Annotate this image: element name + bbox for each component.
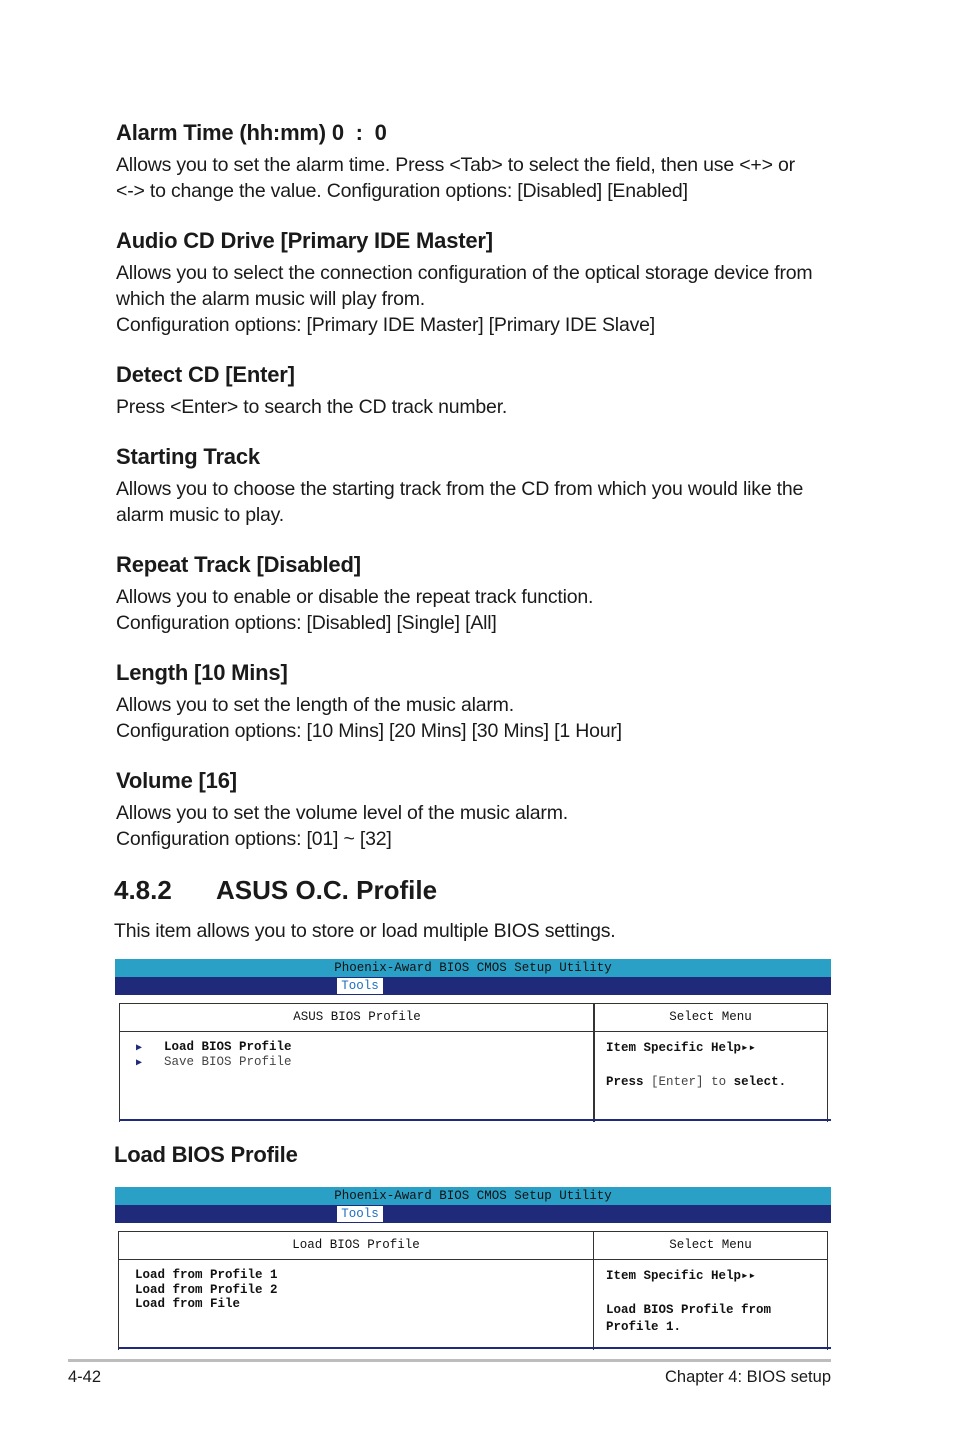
bios-item-save-profile[interactable]: ▶ Save BIOS Profile (136, 1055, 594, 1070)
double-chevron-icon: ▸▸ (741, 1041, 757, 1055)
section-body: Allows you to select the connection configuration of the optical storage device from which the alarm music will play from. Configuration options: [Primary IDE Master] [Primary IDE Slave] (116, 262, 813, 336)
help-instruction: Press [Enter] to select. (606, 1075, 787, 1089)
section-482-heading (114, 874, 437, 906)
section-482-intro: This item allows you to store or load multiple BIOS settings. (114, 920, 616, 942)
section-repeat-track (116, 552, 846, 636)
triangle-right-icon: ▶ (136, 1057, 143, 1069)
bios-menu-bar (115, 977, 831, 995)
triangle-right-icon: ▶ (136, 1043, 143, 1054)
bios-panel-title: Load BIOS Profile (119, 1232, 593, 1260)
bios-screen-asus-profile (115, 959, 831, 1123)
section-heading: Starting Track (116, 444, 260, 469)
double-chevron-icon: ▸▸ (741, 1269, 757, 1283)
section-body: Allows you to enable or disable the repeat track function. Configuration options: [Disabled] [Single] [All] (116, 586, 594, 634)
bios-bottom-border (119, 1347, 831, 1349)
bios-help-title: Select Menu (594, 1004, 827, 1032)
section-alarm-time (116, 120, 846, 204)
bios-help-panel (593, 1003, 828, 1122)
bios-utility-title: Phoenix-Award BIOS CMOS Setup Utility (334, 961, 612, 975)
bios-main-panel (119, 1003, 595, 1122)
section-number: 4.8.2 (114, 875, 172, 905)
footer-rule (68, 1359, 831, 1362)
section-detect-cd (116, 362, 846, 420)
section-heading: Audio CD Drive [Primary IDE Master] (116, 228, 493, 253)
bios-item-load-profile[interactable]: ▶ Load BIOS Profile (136, 1040, 594, 1055)
bios-help-panel (593, 1231, 828, 1350)
bios-help-text (594, 1032, 827, 1091)
section-audio-cd-drive (116, 228, 846, 338)
bios-tab-tools[interactable]: Tools (337, 978, 383, 994)
bios-bottom-border (119, 1119, 831, 1121)
section-heading: Detect CD [Enter] (116, 362, 295, 387)
section-heading: Repeat Track [Disabled] (116, 552, 361, 577)
section-body: Allows you to set the alarm time. Press <Tab> to select the field, then use <+> or <-> to change the value. Configuration options: [Disabled] [Enabled] (116, 154, 795, 202)
bios-title-bar (115, 1187, 831, 1205)
section-body: Press <Enter> to search the CD track number. (116, 396, 508, 418)
bios-utility-title: Phoenix-Award BIOS CMOS Setup Utility (334, 1189, 612, 1203)
section-title: ASUS O.C. Profile (216, 875, 438, 905)
section-heading: Alarm Time (hh:mm) 0 : 0 (116, 120, 387, 145)
bios-help-title: Select Menu (594, 1232, 827, 1260)
subheading-load-bios-profile: Load BIOS Profile (114, 1142, 298, 1167)
help-description-cont: Profile 1. (606, 1320, 682, 1334)
help-description: Load BIOS Profile from (606, 1303, 772, 1317)
section-heading: Volume [16] (116, 768, 237, 793)
section-starting-track (116, 444, 846, 528)
section-body: Allows you to set the volume level of the music alarm. Configuration options: [01] ~ [32] (116, 802, 568, 850)
section-heading: Length [10 Mins] (116, 660, 288, 685)
section-body: Allows you to choose the starting track from the CD from which you would like the alarm music to play. (116, 478, 804, 526)
bios-title-bar (115, 959, 831, 977)
bios-item-load-file[interactable]: Load from File (135, 1297, 241, 1311)
bios-help-text (594, 1260, 827, 1336)
help-heading: Item Specific Help▸▸ (606, 1269, 757, 1283)
bios-main-panel (118, 1231, 594, 1350)
bios-item-load-profile-1[interactable]: Load from Profile 1 (135, 1268, 278, 1282)
bios-tab-tools[interactable]: Tools (337, 1206, 383, 1222)
bios-item-load-profile-2[interactable]: Load from Profile 2 (135, 1282, 278, 1297)
bios-item-list (120, 1032, 594, 1069)
chapter-label: Chapter 4: BIOS setup (664, 1368, 831, 1386)
page-number: 4-42 (68, 1368, 102, 1386)
section-volume (116, 768, 846, 852)
bios-item-list (119, 1260, 593, 1312)
bios-panel-title: ASUS BIOS Profile (120, 1004, 594, 1032)
bios-menu-bar (115, 1205, 831, 1223)
help-heading: Item Specific Help▸▸ (606, 1041, 757, 1055)
section-length (116, 660, 846, 744)
bios-screen-load-profile (115, 1187, 831, 1351)
section-body: Allows you to set the length of the music alarm. Configuration options: [10 Mins] [20 Mins] [30 Mins] [1 Hour] (116, 694, 622, 742)
